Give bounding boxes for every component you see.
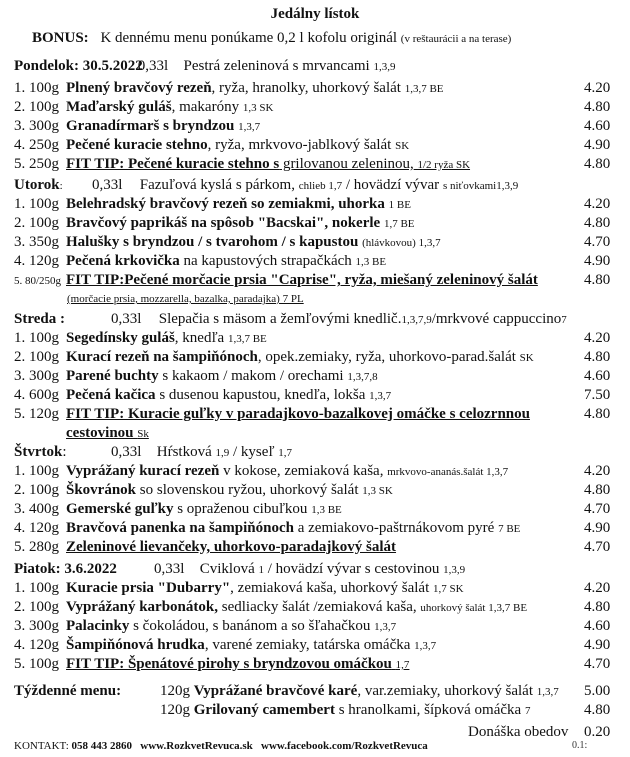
item-allergens: mrkvovo-ananás.šalát 1,3,7 — [387, 466, 509, 478]
footer-contact — [14, 740, 428, 752]
item-name: Parené buchty — [66, 368, 159, 384]
item-name: FIT TIP: Kuracie guľky v paradajkovo-bazalkovej omáčke s celozrnnou — [66, 406, 530, 422]
item-price: 4.70 — [584, 539, 611, 555]
item-sides: grilovanou zeleninou, — [279, 156, 414, 172]
item-name: Granadírmarš s bryndzou — [66, 118, 235, 134]
item-name: Bravčová panenka na šampiňónoch — [66, 520, 294, 536]
item-qty: 120g — [160, 702, 190, 718]
menu-item — [14, 599, 527, 616]
soup-alt: / kyseľ — [229, 444, 275, 460]
menu-item — [14, 253, 386, 270]
day-name: Piatok: 3.6.2022 — [14, 561, 117, 577]
item-price: 5.00 — [584, 683, 611, 699]
item-sides: na kapustových strapačkách — [179, 253, 352, 269]
item-number: 1. 100g — [14, 196, 59, 212]
item-allergens: 1,3 BE — [355, 256, 387, 268]
item-allergens: 1,3,7 — [374, 621, 397, 633]
item-price: 4.70 — [584, 656, 611, 672]
item-allergens: 1,3,7,8 — [347, 371, 378, 383]
soup-alt: / hovädzí vývar — [342, 177, 440, 193]
item-allergens: 1/2 ryža SK — [417, 159, 471, 171]
menu-item — [14, 387, 391, 404]
item-allergens: 1 BE — [388, 199, 411, 211]
soup-name: Pestrá zeleninová s mrvancami — [183, 58, 370, 74]
soup-alt-allergens: 7 — [561, 314, 567, 326]
item-price: 4.90 — [584, 520, 611, 536]
menu-item — [14, 463, 508, 480]
menu-item — [14, 580, 464, 597]
soup-name: Cviklová — [199, 561, 255, 577]
bonus-note: (v reštaurácii a na terase) — [400, 33, 512, 45]
item-sides: so slovenskou ryžou, uhorkový šalát — [136, 482, 359, 498]
soup-volume: 0,33l — [92, 177, 123, 193]
item-name: Belehradský bravčový rezeň so zemiakmi, uhorka — [66, 196, 385, 212]
menu-item — [14, 330, 267, 347]
menu-item — [14, 368, 378, 385]
item-number: 3. 400g — [14, 501, 59, 517]
item-price: 4.80 — [584, 156, 611, 172]
item-allergens: 7 BE — [498, 523, 521, 535]
soup-allergens: 1,3,9 — [373, 61, 396, 73]
soup-volume: 0,33l — [111, 311, 142, 327]
item-number: 2. 100g — [14, 99, 59, 115]
item-sides: , makaróny — [171, 99, 240, 115]
item-price: 4.70 — [584, 501, 611, 517]
soup-extra: chlieb 1,7 — [298, 180, 343, 192]
item-number: 2. 100g — [14, 349, 59, 365]
menu-item-fit — [14, 156, 470, 173]
soup-alt-allergens: 1,3,9 — [443, 564, 466, 576]
bonus-label: BONUS: — [32, 30, 89, 46]
day-header-monday — [14, 58, 395, 75]
menu-item — [14, 80, 444, 97]
footer-corner-text: 0.1: — [572, 740, 588, 751]
day-name: Utorok — [14, 177, 60, 193]
soup-volume: 0,33l — [111, 444, 142, 460]
weekly-item — [160, 683, 559, 700]
item-sides: , ryža, hranolky, uhorkový šalát — [211, 80, 401, 96]
item-allergens: 1,3 SK — [362, 485, 393, 497]
day-name: Pondelok: 30.5.2022 — [14, 58, 143, 74]
item-name: Grilovaný camembert — [193, 702, 335, 718]
item-price: 4.80 — [584, 99, 611, 115]
item-name: Bravčový paprikáš na spôsob "Bacskai", nokerle — [66, 215, 381, 231]
item-number: 4. 120g — [14, 520, 59, 536]
item-price: 4.60 — [584, 118, 611, 134]
day-header-tuesday — [14, 177, 518, 194]
menu-item-fit — [14, 656, 409, 673]
item-number: 4. 600g — [14, 387, 59, 403]
item-price: 4.20 — [584, 330, 611, 346]
item-number: 4. 120g — [14, 637, 59, 653]
item-name: FIT TIP: Špenátové pirohy s bryndzovou omáčkou — [66, 656, 392, 672]
item-number: 5. 280g — [14, 539, 59, 555]
item-name-continued — [66, 425, 149, 442]
day-header-friday — [14, 561, 465, 578]
item-price: 4.80 — [584, 599, 611, 615]
soup-alt: / hovädzí vývar s cestovinou — [264, 561, 440, 577]
item-allergens: 1,3,7 — [238, 121, 261, 133]
day-name-suffix: : — [62, 444, 67, 460]
item-number: 1. 100g — [14, 330, 59, 346]
menu-item — [14, 618, 396, 635]
weekly-item — [160, 702, 530, 719]
menu-item — [14, 137, 409, 154]
item-allergens: 1,7 — [395, 659, 410, 671]
bonus-line — [32, 30, 511, 47]
item-price: 4.20 — [584, 580, 611, 596]
soup-allergens: s niťovkami1,3,9 — [442, 180, 519, 192]
item-sides: s hranolkami, šípková omáčka — [334, 702, 522, 718]
item-allergens: SK — [395, 140, 410, 152]
item-name: Palacinky — [66, 618, 130, 634]
item-number: 3. 300g — [14, 118, 59, 134]
item-name: Pečená kačica — [66, 387, 156, 403]
day-name: Streda : — [14, 311, 65, 327]
item-price: 4.80 — [584, 482, 611, 498]
item-price: 4.20 — [584, 463, 611, 479]
menu-item-fit — [14, 272, 538, 289]
item-number: 5. 120g — [14, 406, 59, 422]
item-sides: s kakaom / makom / orechami — [158, 368, 344, 384]
weekly-menu-label: Týždenné menu: — [14, 683, 122, 699]
item-number: 3. 350g — [14, 234, 59, 250]
item-price: 4.90 — [584, 637, 611, 653]
menu-item — [14, 349, 534, 366]
item-allergens: 1,3 BE — [311, 504, 342, 516]
item-number: 2. 100g — [14, 482, 59, 498]
item-allergens: 1,3,7 — [536, 686, 559, 698]
facebook-link[interactable]: www.facebook.com/RozkvetRevuca — [261, 740, 428, 752]
item-allergens: 7 — [524, 705, 531, 717]
item-price: 4.60 — [584, 368, 611, 384]
item-sides: , ryža, mrkvovo-jablkový šalát — [207, 137, 392, 153]
menu-item-fit — [14, 406, 530, 423]
item-number: 4. 250g — [14, 137, 59, 153]
item-allergens: 1,3,7 — [369, 390, 392, 402]
item-allergens: 1,3,7 BE — [404, 83, 444, 95]
day-header-wednesday — [14, 311, 567, 328]
item-qty: 120g — [160, 683, 190, 699]
item-name: Plnený bravčový rezeň — [66, 80, 212, 96]
item-description: (morčacie prsia, mozzarella, bazalka, paradajka) 7 PL — [67, 293, 304, 305]
item-sides: , varené zemiaky, tatárska omáčka — [204, 637, 411, 653]
menu-item — [14, 234, 441, 251]
menu-item — [14, 520, 520, 537]
item-name: Vyprážaný karbonátok, — [66, 599, 218, 615]
item-name: Vyprážané bravčové karé — [193, 683, 358, 699]
soup-allergens: 1,9 — [215, 447, 230, 459]
bonus-text: K dennému menu ponúkame 0,2 l kofolu originál — [100, 30, 398, 46]
item-name: Pečená krkovička — [66, 253, 180, 269]
soup-volume: 0,33l — [154, 561, 185, 577]
menu-item — [14, 482, 393, 499]
item-name: Šampiňónová hrudka — [66, 637, 205, 653]
item-sides: s opraženou cibuľkou — [173, 501, 308, 517]
item-name: Pečené kuracie stehno — [66, 137, 208, 153]
item-sides: sedliacky šalát /zemiaková kaša, — [217, 599, 417, 615]
item-number: 5. 100g — [14, 656, 59, 672]
item-name: Maďarský guláš — [66, 99, 172, 115]
item-sides: s dusenou kapustou, knedľa, lokša — [155, 387, 366, 403]
menu-item — [14, 99, 273, 116]
item-allergens: SK — [519, 352, 534, 364]
item-allergens: 1,7 SK — [433, 583, 464, 595]
item-price: 4.70 — [584, 234, 611, 250]
item-price: 4.20 — [584, 80, 611, 96]
item-price: 4.60 — [584, 618, 611, 634]
soup-alt: /mrkvové cappuccino — [431, 311, 562, 327]
item-number: 4. 120g — [14, 253, 59, 269]
item-number: 1. 100g — [14, 580, 59, 596]
item-name: Gemerské guľky — [66, 501, 174, 517]
item-allergens: 1,3,7 — [414, 640, 437, 652]
item-allergens: (hlávkovou) 1,3,7 — [362, 237, 441, 249]
soup-volume: 0,33l — [137, 58, 169, 74]
item-price: 4.80 — [584, 702, 611, 718]
item-number: 1. 100g — [14, 463, 59, 479]
item-number: 2. 100g — [14, 599, 59, 615]
item-price: 4.80 — [584, 215, 611, 231]
item-sides: , opek.zemiaky, ryža, uhorkovo-parad.šalát — [257, 349, 516, 365]
contact-label: KONTAKT: — [14, 740, 69, 752]
soup-name: Fazuľová kyslá s párkom, — [139, 177, 295, 193]
item-name: FIT TIP: Pečené kuracie stehno s — [66, 156, 280, 172]
menu-item — [14, 118, 260, 135]
delivery-price: 0.20 — [584, 724, 611, 740]
item-sides: , zemiaková kaša, uhorkový šalát — [230, 580, 430, 596]
item-name: Kuracie prsia "Dubarry" — [66, 580, 231, 596]
item-allergens: 1,7 BE — [383, 218, 415, 230]
item-number: 1. 100g — [14, 80, 59, 96]
item-number: 5. 80/250g — [14, 275, 62, 287]
menu-item — [14, 215, 415, 232]
item-price: 4.80 — [584, 406, 611, 422]
item-number: 2. 100g — [14, 215, 59, 231]
item-allergens: 1,3,7 BE — [227, 333, 267, 345]
day-name-suffix: : — [59, 180, 63, 192]
delivery-label: Donáška obedov — [468, 724, 569, 740]
item-price: 4.80 — [584, 272, 611, 288]
item-allergens: 1,3 SK — [242, 102, 274, 114]
soup-alt-allergens: 1,7 — [278, 447, 293, 459]
menu-item — [14, 196, 411, 213]
page-title: Jedálny lístok — [270, 6, 360, 22]
item-sides: , var.zemiaky, uhorkový šalát — [357, 683, 533, 699]
item-price: 4.80 — [584, 349, 611, 365]
item-name: Segedínsky guláš — [66, 330, 175, 346]
item-number: 5. 250g — [14, 156, 59, 172]
item-price: 7.50 — [584, 387, 611, 403]
soup-name: Slepačia s mäsom a žemľovými knedlič. — [158, 311, 402, 327]
item-name: FIT TIP:Pečené morčacie prsia "Caprise", ryža, miešaný zeleninový šalát — [66, 272, 538, 288]
soup-allergens: 1 — [258, 564, 264, 576]
item-sides: v kokose, zemiaková kaša, — [219, 463, 384, 479]
item-name: Halušky s bryndzou / s tvarohom / s kapustou — [66, 234, 359, 250]
day-header-thursday — [14, 444, 292, 461]
item-sides: s čokoládou, s banánom a so šľahačkou — [129, 618, 371, 634]
item-name: Vyprážaný kurací rezeň — [66, 463, 220, 479]
item-sides: , knedľa — [174, 330, 225, 346]
item-number: 3. 300g — [14, 618, 59, 634]
item-price: 4.90 — [584, 253, 611, 269]
soup-name: Hŕstková — [156, 444, 212, 460]
item-name: Zeleninové lievančeky, uhorkovo-paradajkový šalát — [66, 539, 397, 555]
item-price: 4.90 — [584, 137, 611, 153]
soup-allergens: 1,3,7,9 — [401, 314, 432, 326]
contact-phone[interactable]: 058 443 2860 — [71, 740, 133, 752]
item-name: Kurací rezeň na šampiňónoch — [66, 349, 258, 365]
item-price: 4.20 — [584, 196, 611, 212]
item-allergens: uhorkový šalát 1,3,7 BE — [420, 602, 528, 614]
website-link[interactable]: www.RozkvetRevuca.sk — [140, 740, 253, 752]
item-number: 3. 300g — [14, 368, 59, 384]
item-allergens: Sk — [137, 428, 149, 440]
item-sides: a zemiakovo-paštrnákovom pyré — [293, 520, 495, 536]
menu-item — [14, 501, 342, 518]
day-name: Štvrtok — [14, 444, 63, 460]
item-name-cont: cestovinou — [66, 425, 134, 441]
menu-item — [14, 637, 436, 654]
item-name: Škovránok — [66, 482, 137, 498]
menu-item-fit — [14, 539, 396, 556]
